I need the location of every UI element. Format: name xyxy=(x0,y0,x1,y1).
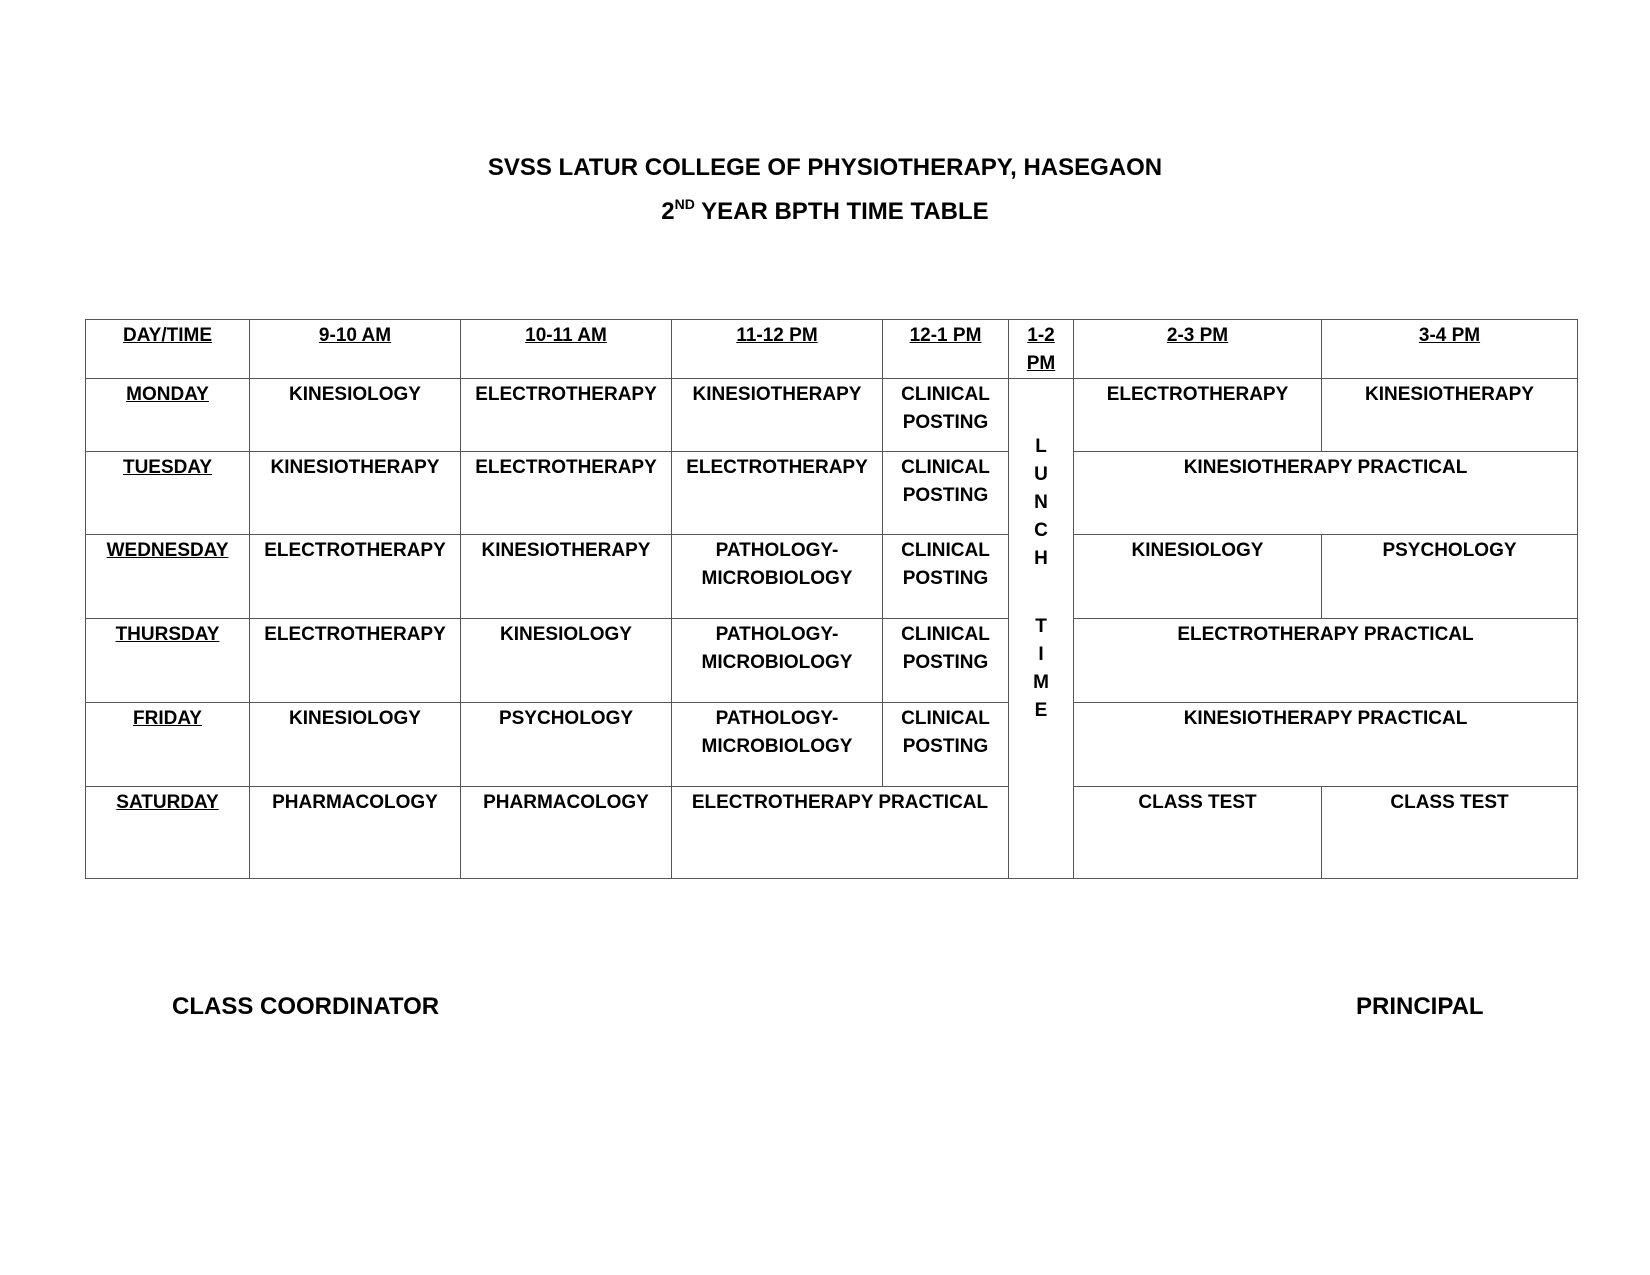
slot-cell: ELECTROTHERAPY xyxy=(672,452,883,535)
day-cell: FRIDAY xyxy=(86,703,250,787)
afternoon-practical-cell: KINESIOTHERAPY PRACTICAL xyxy=(1074,452,1578,535)
column-header: 12-1 PM xyxy=(883,320,1009,379)
afternoon-practical-cell: ELECTROTHERAPY PRACTICAL xyxy=(1074,619,1578,703)
column-header: 1-2 PM xyxy=(1009,320,1074,379)
college-title: SVSS LATUR COLLEGE OF PHYSIOTHERAPY, HASEGAON xyxy=(487,154,1163,181)
slot-cell: KINESIOTHERAPY xyxy=(461,535,672,619)
slot-cell: PATHOLOGY-MICROBIOLOGY xyxy=(672,535,883,619)
slot-cell: CLINICAL POSTING xyxy=(883,535,1009,619)
day-cell: TUESDAY xyxy=(86,452,250,535)
slot-cell: CLASS TEST xyxy=(1074,787,1322,879)
slot-cell: PATHOLOGY-MICROBIOLOGY xyxy=(672,619,883,703)
afternoon-practical-cell: KINESIOTHERAPY PRACTICAL xyxy=(1074,703,1578,787)
slot-cell: ELECTROTHERAPY xyxy=(250,535,461,619)
slot-cell: KINESIOLOGY xyxy=(1074,535,1322,619)
slot-cell: ELECTROTHERAPY xyxy=(461,452,672,535)
practical-cell: ELECTROTHERAPY PRACTICAL xyxy=(672,787,1009,879)
timetable xyxy=(85,319,1578,879)
year-superscript: ND xyxy=(674,196,695,212)
slot-cell: CLINICAL POSTING xyxy=(883,619,1009,703)
column-header: 2-3 PM xyxy=(1074,320,1322,379)
slot-cell: ELECTROTHERAPY xyxy=(461,379,672,452)
column-header: 3-4 PM xyxy=(1322,320,1578,379)
slot-cell: CLINICAL POSTING xyxy=(883,703,1009,787)
slot-cell: KINESIOLOGY xyxy=(461,619,672,703)
table-row xyxy=(86,379,1578,452)
slot-cell: KINESIOTHERAPY xyxy=(250,452,461,535)
principal-signature-label: PRINCIPAL xyxy=(1356,993,1484,1020)
slot-cell: PATHOLOGY-MICROBIOLOGY xyxy=(672,703,883,787)
year-number: 2 xyxy=(661,198,675,225)
day-cell: THURSDAY xyxy=(86,619,250,703)
slot-cell: KINESIOTHERAPY xyxy=(672,379,883,452)
day-cell: SATURDAY xyxy=(86,787,250,879)
table-row xyxy=(86,452,1578,535)
slot-cell: CLINICAL POSTING xyxy=(883,452,1009,535)
slot-cell: KINESIOLOGY xyxy=(250,379,461,452)
table-row xyxy=(86,535,1578,619)
table-row xyxy=(86,703,1578,787)
slot-cell: CLASS TEST xyxy=(1322,787,1578,879)
header-row xyxy=(86,320,1578,379)
column-header: 9-10 AM xyxy=(250,320,461,379)
slot-cell: PHARMACOLOGY xyxy=(250,787,461,879)
lunch-time-cell: L U N C H T I M E xyxy=(1009,379,1074,879)
slot-cell: ELECTROTHERAPY xyxy=(1074,379,1322,452)
column-header: 11-12 PM xyxy=(672,320,883,379)
slot-cell: CLINICAL POSTING xyxy=(883,379,1009,452)
table-row xyxy=(86,619,1578,703)
day-cell: MONDAY xyxy=(86,379,250,452)
timetable-title xyxy=(0,198,1650,226)
day-cell: WEDNESDAY xyxy=(86,535,250,619)
slot-cell: PSYCHOLOGY xyxy=(461,703,672,787)
table-row xyxy=(86,787,1578,879)
slot-cell: KINESIOLOGY xyxy=(250,703,461,787)
timetable-title-rest: YEAR BPTH TIME TABLE xyxy=(694,198,989,225)
class-coordinator-signature-label: CLASS COORDINATOR xyxy=(172,993,440,1020)
column-header: DAY/TIME xyxy=(86,320,250,379)
slot-cell: ELECTROTHERAPY xyxy=(250,619,461,703)
slot-cell: PSYCHOLOGY xyxy=(1322,535,1578,619)
slot-cell: PHARMACOLOGY xyxy=(461,787,672,879)
slot-cell: KINESIOTHERAPY xyxy=(1322,379,1578,452)
column-header: 10-11 AM xyxy=(461,320,672,379)
